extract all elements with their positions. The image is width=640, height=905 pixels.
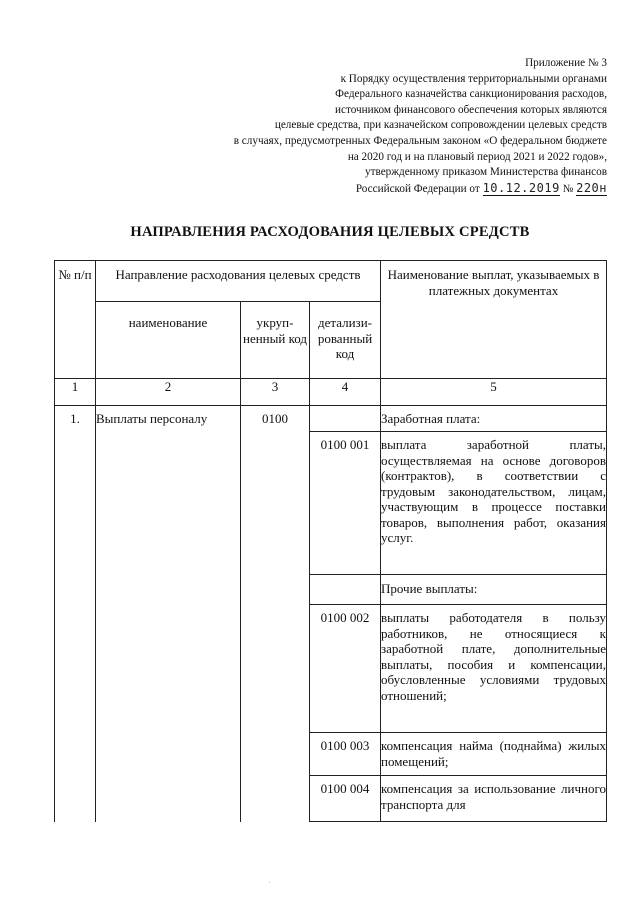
col-number: 2 (96, 379, 241, 406)
header-agg-code: укруп-ненный код (241, 302, 310, 379)
det-code: 0100 004 (310, 776, 381, 822)
appendix-line: утвержденному приказом Министерства финансов (365, 166, 607, 179)
empty-cell (310, 575, 381, 605)
payment-description: компенсация найма (поднайма) жилых помещений; (381, 733, 607, 776)
order-number-label: № (562, 182, 574, 195)
det-code: 0100 003 (310, 733, 381, 776)
payment-description: компенсация за использование личного транспорта для (381, 776, 607, 822)
appendix-line: целевые средства, при казначейском сопровождении целевых средств (274, 119, 607, 132)
payment-description: выплаты работодателя в пользу работников, не относящиеся к заработной плате, дополнительные выплаты, пособия и компенсации, обусловленные условиями трудовых отношений; (381, 605, 607, 733)
order-number: 220н (576, 180, 607, 195)
row-agg-code: 0100 (241, 406, 310, 822)
appendix-line: на 2020 год и на плановый период 2021 и 2022 годов», (347, 150, 607, 163)
payment-description: выплата заработной платы, осуществляемая на основе договоров (контрактов), в соответствии с трудовым законодательством, лицам, участвующим в процессе поставки товаров, выполнения работ, оказания услуг. (381, 432, 607, 575)
col-number: 5 (381, 379, 607, 406)
empty-cell (310, 406, 381, 432)
det-code: 0100 002 (310, 605, 381, 733)
expense-directions-table (54, 260, 607, 822)
header-num: № п/п (55, 261, 96, 379)
appendix-line: к Порядку осуществления территориальными органами (340, 72, 607, 85)
header-payments: Наименование выплат, указываемых в платежных документах (381, 261, 607, 379)
row-direction-name: Выплаты персоналу (96, 406, 241, 822)
row-number: 1. (55, 406, 96, 822)
salary-heading: Заработная плата: (381, 406, 607, 432)
appendix-line: Федерального казначейства санкционирования расходов, (335, 88, 607, 101)
table-header-row (55, 261, 607, 302)
header-det-code: детализи-рованный код (310, 302, 381, 379)
col-number: 3 (241, 379, 310, 406)
scan-mark: · (268, 878, 271, 887)
appendix-line: в случаях, предусмотренных Федеральным законом «О федеральном бюджете (233, 134, 607, 147)
appendix-order-line (147, 181, 607, 198)
page-title: НАПРАВЛЕНИЯ РАСХОДОВАНИЯ ЦЕЛЕВЫХ СРЕДСТВ (130, 224, 530, 240)
appendix-block (147, 56, 607, 197)
appendix-line: источником финансового обеспечения которых являются (335, 103, 607, 116)
det-code: 0100 001 (310, 432, 381, 575)
table-row (55, 406, 607, 432)
header-name: наименование (96, 302, 241, 379)
header-direction: Направление расходования целевых средств (96, 261, 381, 302)
order-date: 10.12.2019 (482, 180, 560, 195)
other-heading: Прочие выплаты: (381, 575, 607, 605)
table-numbering-row (55, 379, 607, 406)
col-number: 1 (55, 379, 96, 406)
appendix-number: Приложение № 3 (525, 57, 607, 69)
col-number: 4 (310, 379, 381, 406)
appendix-order-prefix: Российской Федерации от (355, 182, 480, 195)
